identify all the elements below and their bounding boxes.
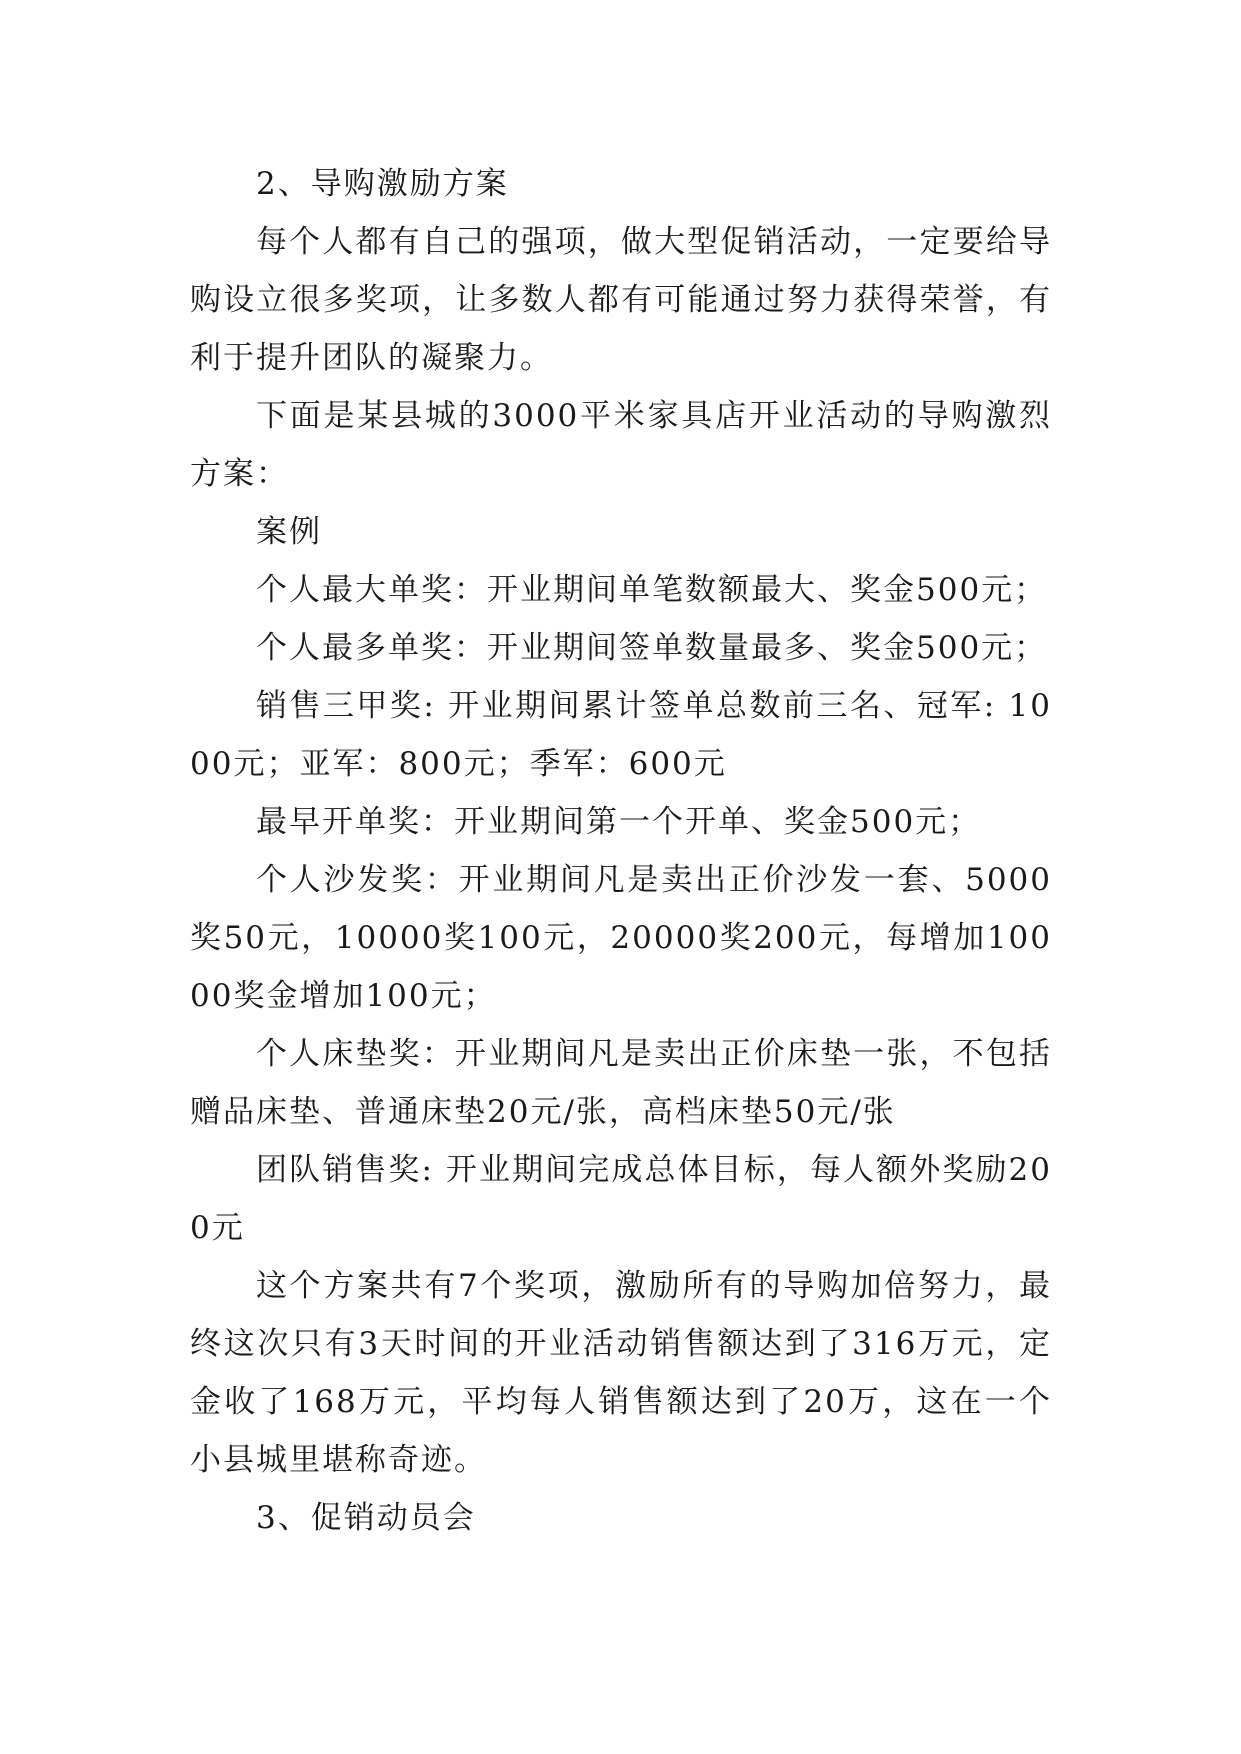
award-first-order: 最早开单奖：开业期间第一个开单、奖金500元； — [256, 804, 982, 840]
paragraph-case-lead: 下面是某县城的3000平米家具店开业活动的导购激烈方案： — [190, 398, 1052, 492]
award-largest-order: 个人最大单奖：开业期间单笔数额最大、奖金500元； — [256, 572, 1048, 608]
paragraph-case-label: 案例 — [256, 514, 322, 550]
award-most-orders: 个人最多单奖：开业期间签单数量最多、奖金500元； — [256, 630, 1048, 666]
award-team-sales: 团队销售奖: 开业期间完成总体目标，每人额外奖励200元 — [190, 1152, 1052, 1246]
award-top-three: 销售三甲奖: 开业期间累计签单总数前三名、冠军: 1000元；亚军：800元；季军：600元 — [190, 688, 1052, 782]
paragraph-summary: 这个方案共有7个奖项，激励所有的导购加倍努力，最终这次只有3天时间的开业活动销售额达到了316万元，定金收了168万元，平均每人销售额达到了20万，这在一个小县城里堪称奇迹。 — [190, 1268, 1052, 1478]
document-body — [190, 155, 1052, 1547]
award-sofa: 个人沙发奖：开业期间凡是卖出正价沙发一套、5000奖50元，10000奖100元，20000奖200元，每增加10000奖金增加100元； — [190, 862, 1052, 1014]
paragraph-intro: 每个人都有自己的强项，做大型促销活动，一定要给导购设立很多奖项，让多数人都有可能通过努力获得荣誉，有利于提升团队的凝聚力。 — [190, 224, 1052, 376]
award-mattress: 个人床垫奖：开业期间凡是卖出正价床垫一张，不包括赠品床垫、普通床垫20元/张，高档床垫50元/张 — [190, 1036, 1052, 1130]
section-heading-mobilization: 3、促销动员会 — [256, 1500, 476, 1536]
section-heading-incentive-plan: 2、导购激励方案 — [256, 166, 509, 202]
